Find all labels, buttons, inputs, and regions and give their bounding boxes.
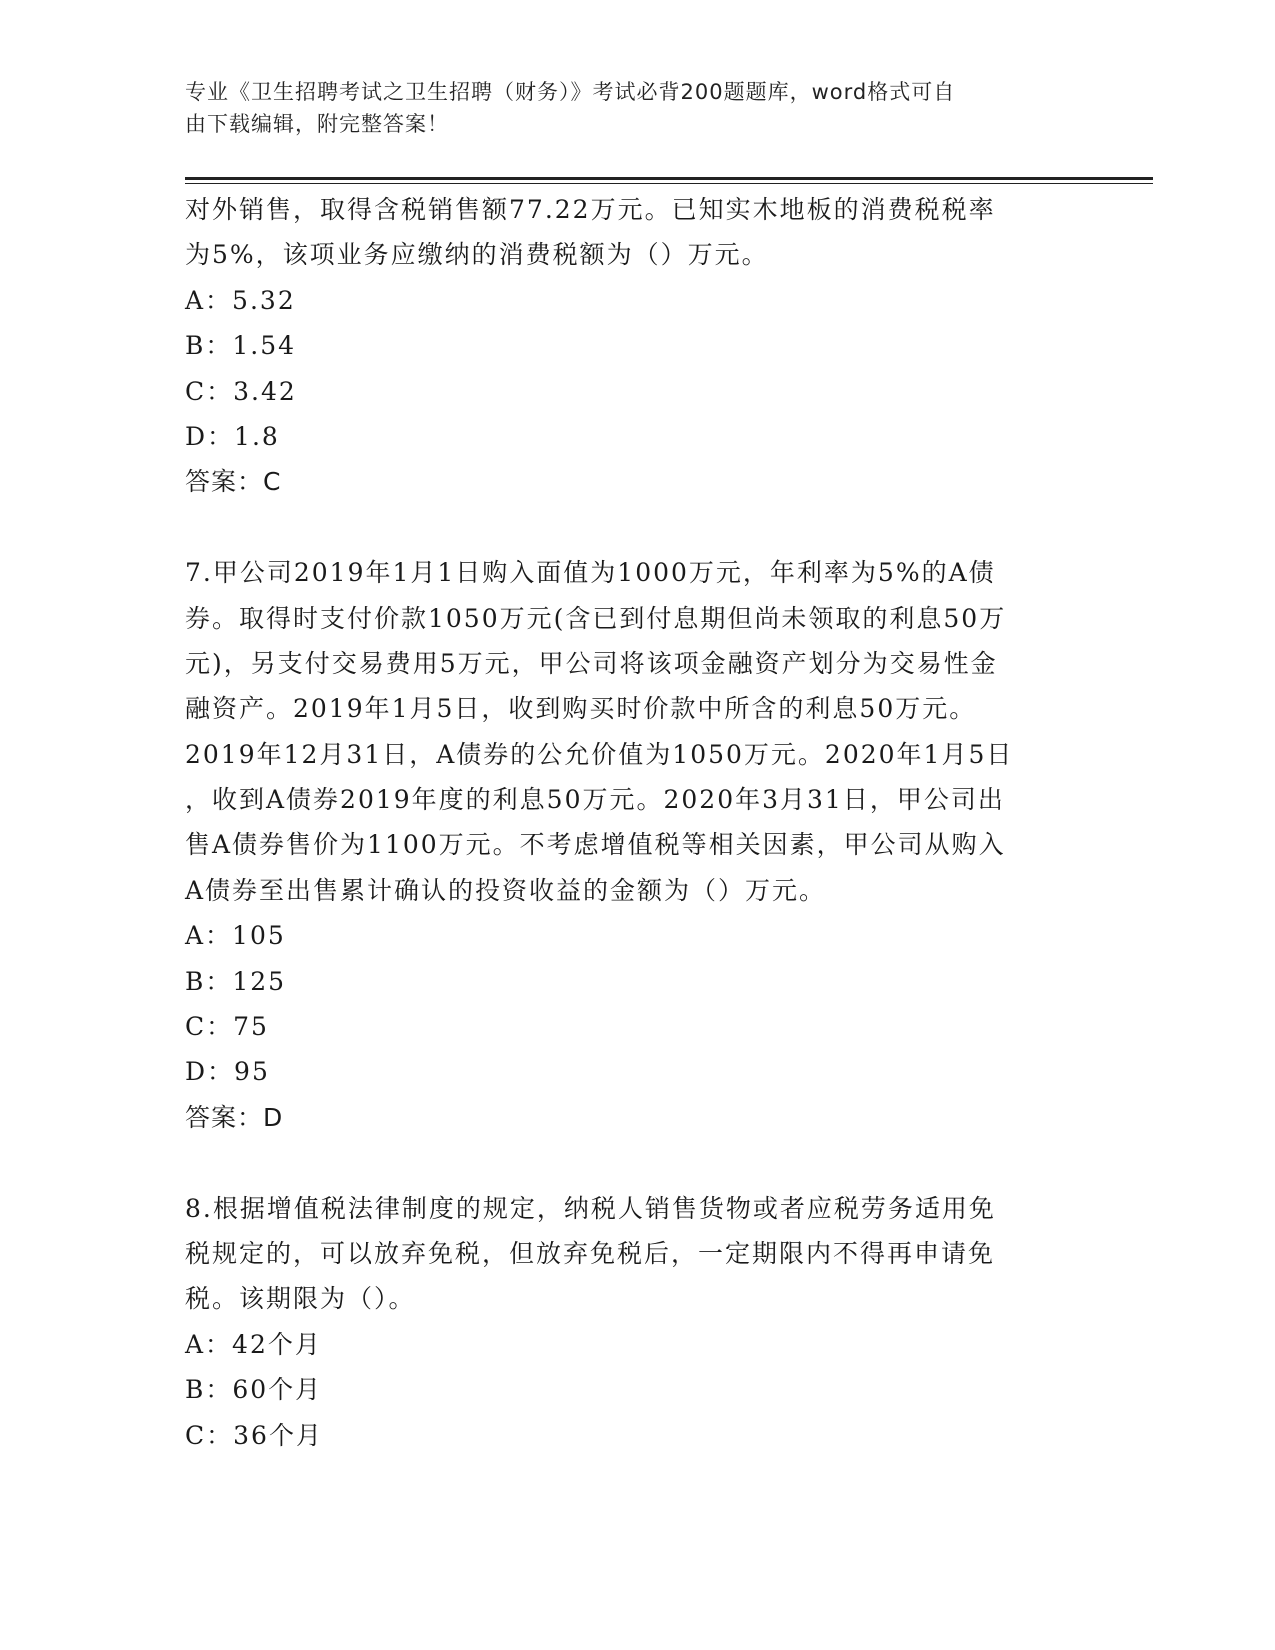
question-stem-line: 融资产。2019年1月5日，收到购买时价款中所含的利息50万元。: [185, 694, 977, 724]
question-8: [185, 1186, 1085, 1458]
question-7: [185, 550, 1085, 1140]
option-a: A：5.32: [185, 285, 296, 315]
option-c: C：75: [185, 1012, 269, 1042]
spacer: [185, 505, 1085, 550]
question-stem-line: 对外销售，取得含税销售额77.22万元。已知实木地板的消费税税率: [185, 195, 996, 224]
answer-line: 答案：C: [185, 467, 282, 497]
spacer: [185, 1140, 1085, 1185]
option-a: A：105: [185, 921, 286, 951]
question-stem-line: 2019年12月31日，A债券的公允价值为1050万元。2020年1月5日: [185, 739, 1014, 769]
option-b: B：60个月: [185, 1375, 323, 1405]
question-stem-line: 7.甲公司2019年1月1日购入面值为1000万元，年利率为5%的A债: [185, 558, 996, 588]
question-stem-line: 税。该期限为（）。: [185, 1284, 416, 1314]
option-d: D：95: [185, 1057, 270, 1087]
header-rule-thick: [185, 177, 1153, 180]
option-b: B：1.54: [185, 331, 297, 361]
question-stem-line: 元)，另支付交易费用5万元，甲公司将该项金融资产划分为交易性金: [185, 648, 998, 678]
document-header: [185, 76, 1065, 140]
header-line-1: 专业《卫生招聘考试之卫生招聘（财务）》考试必背200题题库，word格式可自: [185, 80, 956, 104]
option-a: A：42个月: [185, 1329, 322, 1359]
question-stem-line: ，收到A债券2019年度的利息50万元。2020年3月31日，甲公司出: [185, 785, 1005, 815]
option-b: B：125: [185, 966, 287, 996]
question-stem-line: 8.根据增值税法律制度的规定，纳税人销售货物或者应税劳务适用免: [185, 1193, 996, 1223]
question-stem-line: A债券至出售累计确认的投资收益的金额为（）万元。: [185, 875, 827, 905]
question-6: [185, 187, 1085, 505]
document-body: [185, 187, 1085, 1458]
option-d: D：1.8: [185, 421, 280, 451]
question-stem-line: 税规定的，可以放弃免税，但放弃免税后，一定期限内不得再申请免: [185, 1238, 996, 1268]
question-stem-line: 券。取得时支付价款1050万元(含已到付息期但尚未领取的利息50万: [185, 603, 1007, 633]
header-line-2: 由下载编辑，附完整答案！: [185, 112, 449, 136]
question-stem-line: 为5%，该项业务应缴纳的消费税额为（）万元。: [185, 240, 769, 270]
header-rule-thin: [185, 183, 1153, 184]
option-c: C：36个月: [185, 1420, 323, 1450]
option-c: C：3.42: [185, 376, 297, 406]
question-stem-line: 售A债券售价为1100万元。不考虑增值税等相关因素，甲公司从购入: [185, 830, 1006, 860]
answer-line: 答案：D: [185, 1102, 284, 1132]
